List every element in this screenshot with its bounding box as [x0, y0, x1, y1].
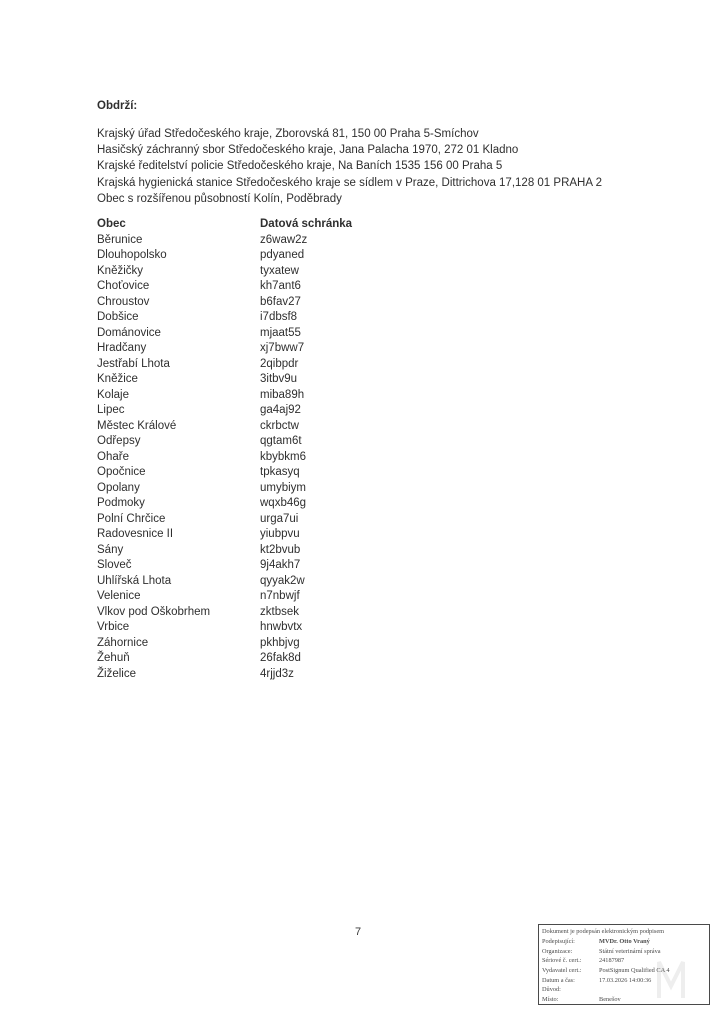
recipient-line: Hasičský záchranný sbor Středočeského kraje, Jana Palacha 1970, 272 01 Kladno: [97, 144, 519, 157]
municipality-name: Kolaje: [97, 388, 129, 401]
databox-id: 9j4akh7: [260, 559, 301, 571]
table-row: [97, 326, 352, 342]
table-row: [97, 512, 352, 528]
table-row: [97, 372, 352, 388]
databox-id: z6waw2z: [260, 233, 308, 246]
table-row: [97, 341, 352, 357]
databox-id: 2qibpdr: [260, 357, 299, 370]
databox-id: kh7ant6: [260, 280, 301, 292]
table-row: [97, 357, 352, 373]
signature-field-label: Organizace:: [542, 947, 573, 955]
table-row: [97, 434, 352, 450]
recipients-list: [97, 126, 602, 207]
municipality-name: Choťovice: [97, 280, 150, 292]
municipality-name: Sány: [97, 543, 124, 556]
signature-field-label: Podepisující:: [542, 938, 575, 945]
table-row: [97, 558, 352, 574]
databox-id: pkhbjvg: [260, 636, 300, 649]
column-header-datova-schranka: Datová schránka: [260, 218, 353, 230]
table-row: [97, 496, 352, 512]
signature-field-label: Důvod:: [542, 986, 561, 994]
recipient-line: Krajské ředitelství policie Středočeského kraje, Na Baních 1535 156 00 Praha 5: [97, 160, 503, 173]
municipality-name: Lipec: [97, 404, 125, 416]
signature-field: [542, 985, 706, 995]
signature-field: [542, 966, 706, 976]
databox-id: n7nbwjf: [260, 590, 300, 602]
municipality-name: Kněžičky: [97, 264, 144, 277]
table-row: [97, 233, 352, 249]
databox-id: ckrbctw: [260, 419, 299, 432]
table-row: [97, 248, 352, 264]
databox-id: tyxatew: [260, 264, 299, 277]
databox-id: zktbsek: [260, 605, 299, 618]
signature-stamp-header: Dokument je podepsán elektronickým podpisem: [542, 928, 665, 935]
databox-id: xj7bww7: [260, 342, 305, 354]
table-row: [97, 419, 352, 435]
signature-field: [542, 956, 706, 966]
municipality-name: Jestřabí Lhota: [97, 357, 170, 370]
municipality-name: Odřepsy: [97, 435, 141, 447]
municipality-name: Velenice: [97, 590, 141, 602]
signature-field-value: 17.03.2026 14:00:36: [599, 976, 652, 984]
table-row: [97, 527, 352, 543]
signature-field-value: Benešov: [599, 996, 621, 1004]
signature-stamp-fields: [542, 937, 706, 1005]
databox-id: kbybkm6: [260, 450, 307, 463]
table-row: [97, 589, 352, 605]
table-row: [97, 279, 352, 295]
municipality-name: Polní Chrčice: [97, 512, 166, 525]
databox-id: kt2bvub: [260, 543, 301, 556]
table-body: [97, 233, 352, 683]
table-row: [97, 295, 352, 311]
signature-field-value: [599, 985, 706, 995]
databox-id: hnwbvtx: [260, 621, 303, 633]
recipient-line: Krajský úřad Středočeského kraje, Zborovská 81, 150 00 Praha 5-Smíchov: [97, 128, 479, 140]
recipients-heading: Obdrží:: [97, 100, 138, 112]
municipality-name: Městec Králové: [97, 419, 177, 432]
table-header-row: [97, 217, 352, 233]
databox-id: 3itbv9u: [260, 373, 298, 385]
signature-field-label: Datum a čas:: [542, 976, 575, 984]
signature-stamp: [538, 924, 710, 1005]
databox-id: wqxb46g: [260, 497, 307, 509]
table-row: [97, 605, 352, 621]
databox-id: mjaat55: [260, 326, 301, 339]
municipality-name: Hradčany: [97, 342, 147, 354]
signature-field: [542, 947, 706, 957]
municipality-name: Radovesnice II: [97, 528, 174, 540]
municipality-name: Opolany: [97, 481, 140, 494]
table-row: [97, 403, 352, 419]
databox-id: pdyaned: [260, 249, 305, 261]
databox-id: qgtam6t: [260, 435, 302, 447]
databox-id: urga7ui: [260, 512, 299, 525]
signature-field-label: Vydavatel cert.:: [542, 967, 582, 975]
databox-id: 4rjjd3z: [260, 667, 294, 680]
databox-id: ga4aj92: [260, 404, 301, 416]
recipient-line: Obec s rozšířenou působností Kolín, Poděbrady: [97, 192, 342, 205]
municipality-name: Dlouhopolsko: [97, 249, 167, 261]
signature-field: [542, 937, 706, 947]
municipality-name: Podmoky: [97, 497, 145, 509]
municipality-name: Ohaře: [97, 450, 129, 463]
column-header-obec: Obec: [97, 218, 126, 230]
databox-id: i7dbsf8: [260, 311, 298, 323]
page-number: 7: [354, 926, 362, 938]
signature-field: [542, 976, 706, 986]
municipality-name: Sloveč: [97, 559, 132, 571]
databox-id: yiubpvu: [260, 528, 300, 540]
databox-id: 26fak8d: [260, 652, 301, 664]
signature-field-value: 24187987: [599, 957, 625, 965]
table-row: [97, 667, 352, 683]
signature-field-value: Státní veterinární správa: [599, 947, 661, 955]
municipality-name: Dománovice: [97, 326, 161, 339]
municipality-name: Záhornice: [97, 636, 149, 649]
table-row: [97, 574, 352, 590]
table-row: [97, 450, 352, 466]
municipality-name: Vrbice: [97, 621, 130, 633]
databox-id: b6fav27: [260, 295, 301, 308]
signature-field-label: Místo:: [542, 996, 559, 1004]
signature-field: [542, 995, 706, 1005]
table-row: [97, 465, 352, 481]
municipality-name: Opočnice: [97, 466, 146, 478]
table-row: [97, 388, 352, 404]
municipality-name: Běrunice: [97, 233, 143, 246]
table-row: [97, 636, 352, 652]
municipality-name: Žiželice: [97, 667, 136, 680]
signature-field-value: PostSignum Qualified CA 4: [599, 967, 670, 975]
municipality-name: Kněžice: [97, 373, 138, 385]
municipality-name: Chroustov: [97, 295, 150, 308]
table-row: [97, 481, 352, 497]
signature-field-value: MVDr. Otto Vraný: [599, 938, 650, 945]
table-row: [97, 620, 352, 636]
table-row: [97, 264, 352, 280]
databox-table: [97, 217, 352, 682]
municipality-name: Dobšice: [97, 311, 139, 323]
municipality-name: Uhlířská Lhota: [97, 574, 172, 587]
municipality-name: Žehuň: [97, 652, 130, 664]
databox-id: tpkasyq: [260, 466, 300, 478]
signature-field-label: Sériové č. cert.:: [542, 957, 582, 965]
table-row: [97, 543, 352, 559]
databox-id: miba89h: [260, 388, 305, 401]
table-row: [97, 310, 352, 326]
recipient-line: Krajská hygienická stanice Středočeského kraje se sídlem v Praze, Dittrichova 17,128 01 PRAHA 2: [97, 176, 602, 189]
databox-id: qyyak2w: [260, 574, 305, 587]
databox-id: umybiym: [260, 481, 307, 494]
municipality-name: Vlkov pod Oškobrhem: [97, 605, 211, 618]
table-row: [97, 651, 352, 667]
